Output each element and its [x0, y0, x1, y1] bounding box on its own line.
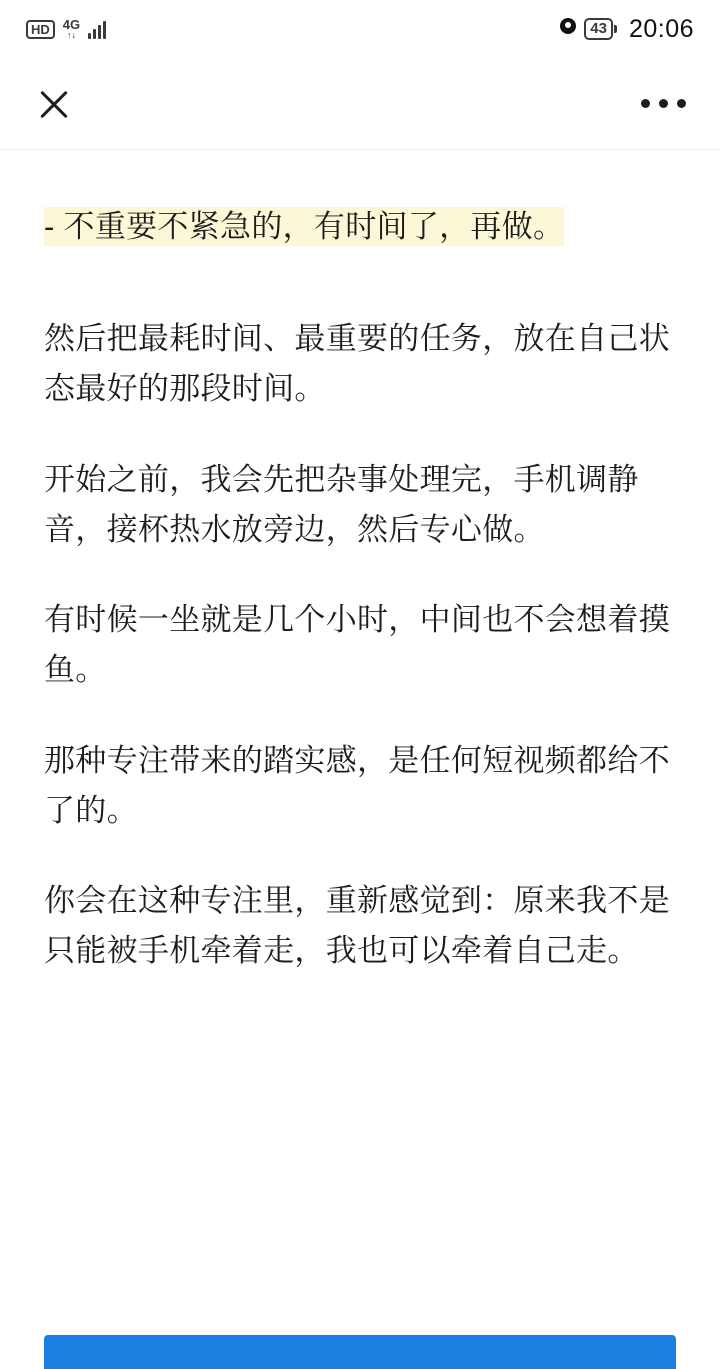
status-bar-right [560, 15, 694, 44]
bottom-banner[interactable] [44, 1335, 676, 1369]
close-icon[interactable] [34, 84, 74, 124]
battery-cap [614, 25, 617, 33]
article-paragraph: 有时候一坐就是几个小时，中间也不会想着摸鱼。 [44, 602, 670, 688]
article-body [0, 150, 720, 976]
highlighted-paragraph-wrap [44, 202, 676, 252]
location-pin-icon [560, 18, 576, 40]
more-dot [641, 99, 650, 108]
top-navigation-bar [0, 58, 720, 150]
more-dot [659, 99, 668, 108]
signal-bars-icon [88, 19, 106, 39]
network-type-label: 4G [62, 17, 81, 32]
battery-level-label: 43 [584, 18, 613, 41]
more-dot [677, 99, 686, 108]
network-type-icon [63, 18, 80, 40]
more-options-icon[interactable] [641, 99, 686, 108]
hd-icon: HD [26, 20, 55, 39]
network-type-sublabel: ↑↓ [66, 30, 76, 40]
article-paragraph: 然后把最耗时间、最重要的任务，放在自己状态最好的那段时间。 [44, 321, 670, 407]
status-bar [0, 0, 720, 58]
battery-icon [584, 18, 617, 41]
status-bar-left [26, 18, 106, 40]
status-bar-clock: 20:06 [628, 14, 694, 43]
article-paragraph: 那种专注带来的踏实感，是任何短视频都给不了的。 [44, 742, 670, 828]
article-paragraph: 你会在这种专注里，重新感觉到：原来我不是只能被手机牵着走，我也可以牵着自己走。 [44, 882, 670, 969]
article-paragraph: 开始之前，我会先把杂事处理完，手机调静音，接杯热水放旁边，然后专心做。 [44, 461, 639, 547]
highlighted-text: - 不重要不紧急的，有时间了，再做。 [44, 209, 565, 244]
